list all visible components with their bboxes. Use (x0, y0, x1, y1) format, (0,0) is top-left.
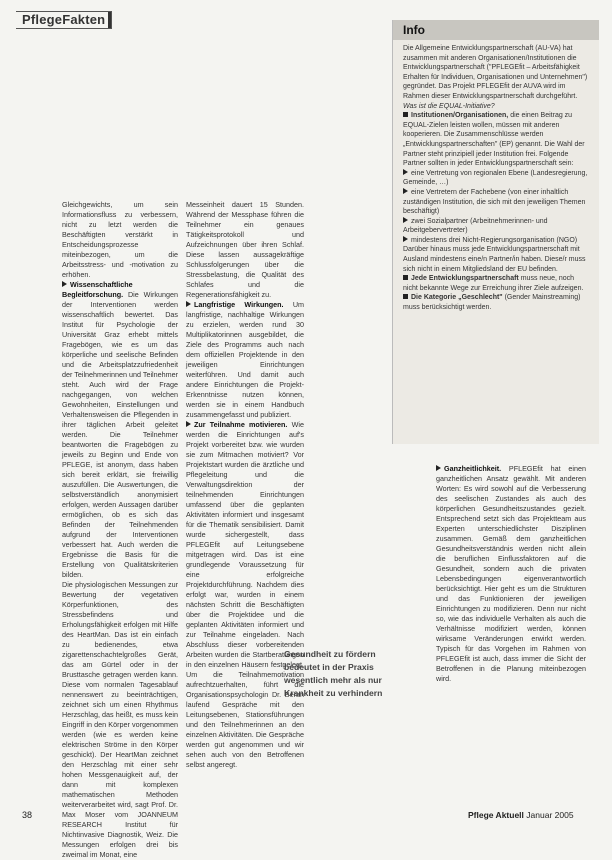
magazine-name: Pflege Aktuell (468, 810, 524, 820)
body-paragraph: Messeinheit dauert 15 Stunden. Während der Messphase führen die Teilnehmer ein genaues Tätigkeitsprotokoll und Aufzeichnungen über ihren Schlaf. Diese lassen aussagekräftige Schlussfolgerungen über die Stressbelastung, die Qualität des Schlafes und die Regenerationsfähigkeit zu. (186, 200, 304, 299)
triangle-bullet-icon (186, 301, 191, 307)
article-column-2 (186, 200, 304, 812)
body-paragraph: Zur Teilnahme motivieren. Wie werden die Einrichtungen auf's Projekt vorbereitet bzw. wie wurden sie zum Mitmachen motiviert? Vor Projektstart wurden die ärztliche und Pflegeleitung und die Verwaltungsdirektion der teilnehmenden Einrichtungen umfassend über die geplanten Aktivitäten informiert und insgesamt für die Thematik sensibilisiert. Damit wurde sichergestellt, dass PFLEGEfit auf Leitungsebene mitgetragen wird. Das ist eine grundlegende Voraussetzung für eine erfolgreiche Projektdurchführung. Nachdem dies erfolgt war, wurden in einem nächsten Schritt die Beschäftigten über die Projektidee und die geplanten Aktivitäten informiert und zur Teilnahme eingeladen. Nach Abschluss dieser vorbereitenden Arbeiten wurden die Startberatungen in den einzelnen Häusern festgelegt. Um die Teilnahmemotivation aufrechtzuerhalten, führt die Organisationspsychologin Dr. Beran laufend Gespräche mit den Leitungsebenen, Stationsführungen und den Teilnehmerinnen an den einzelnen Aktivitäten. Die Gespräche werden gut angenommen und wir sehen auch von den Betroffenen selbst angeregt. (186, 420, 305, 769)
triangle-bullet-icon (186, 421, 191, 427)
footer-publication (468, 810, 574, 820)
triangle-bullet-icon (403, 217, 408, 223)
triangle-bullet-icon (403, 236, 408, 242)
square-bullet-icon (403, 294, 408, 299)
pull-quote-line: wesentlich mehr als nur (284, 675, 382, 685)
square-bullet-icon (403, 112, 408, 117)
info-bullet: zwei Sozialpartner (Arbeitnehmerinnen- und Arbeitgebervertreter) (403, 217, 548, 235)
pull-quote (284, 648, 434, 700)
info-paragraph: Die Kategorie „Geschlecht" (Gender Mainstreaming) muss berücksichtigt werden. (403, 294, 581, 312)
info-paragraph: Darüber hinaus muss jede Entwicklungspartnerschaft mit Ausland mindestens eine/n Partner/in haben. Diese/r muss sich nicht in einem Mitgliedsland der EU befinden. (403, 246, 586, 273)
triangle-bullet-icon (62, 281, 67, 287)
body-paragraph: Ganzheitlichkeit. PFLEGEfit hat einen ganzheitlichen Ansatz gewählt. Mit anderen Worten: Es wird sowohl auf die Verbesserung des seelischen Zustandes als auch des körperlichen Gesundheitszustandes gezielt. Entsprechend setzt sich das Projektteam aus Experten unterschiedlichster Disziplinen zusammen. Gemäß dem ganzheitlichen Gesundheitsverständnis werden nicht allein die beruflichen Einflussfaktoren auf die Gesundheit, sondern auch die privaten Lebensbedingungen eigenverantwortlich berücksichtigt. Hier geht es um die Strukturen und das Funktionieren der jeweiligen Einrichtungen zu modifizieren. Denn nur nicht so, wie das individuelle Verhalten als auch die Verhältnisse modifiziert werden, können wirksame Veränderungen erwirkt werden. Typisch für das Vorgehen im Rahmen von PFLEGEfit ist auch, dass immer die Sicht der Betroffenen in die Planung miteinbezogen wird. (436, 464, 586, 683)
info-bullet: mindestens drei Nicht-Regierungsorganisation (NGO) (403, 236, 589, 246)
page-number: 38 (22, 810, 33, 820)
info-question: Was ist die EQUAL-Initiative? (403, 102, 495, 110)
triangle-bullet-icon (403, 188, 408, 194)
info-paragraph: Institutionen/Organisationen, die einen Beitrag zu EQUAL-Zielen leisten wollen, müssen mit anderen kooperieren. Die Zusammenschlüsse werden „Entwicklungspartnerschaften" (EP) genannt. Die Wahl der Partner steht prinzipiell jeder Institution frei. Folgende Partner sollten in jeder Entwicklungspartnerschaft sein: (403, 112, 585, 168)
info-bullet: eine Vertretung von regionalen Ebene (Landesregierung, Gemeinde, …) (403, 169, 588, 187)
body-paragraph: Langfristige Wirkungen. Um langfristige, nachhaltige Wirkungen zu erzielen, werden rund 30 Multiplikatorinnen ausgebildet, die Ziele des Programms auch nach dem offiziellen Projektende in den jeweiligen Einrichtungen weiterführen. Und damit auch andere Einrichtungen die Projekt-Erkenntnisse nutzen können, werden sie in einem Handbuch zusammengefasst und publiziert. (186, 300, 305, 419)
body-paragraph: Wissenschaftliche Begleitforschung. Die Wirkungen der Interventionen werden wissenschaftlich bewertet. Das Institut für Psychologie der Universität Graz erhebt mittels Fragebögen, wie es um das körperliche und seelische Befinden und die Arbeitsplatzzufriedenheit der Teilnehmerinnen und Teilnehmer steht. Auch wird der Frage nachgegangen, von welchen Gewohnheiten, Einstellungen und Verhaltensweisen die Pflegenden in ihrer täglichen Arbeit geleitet werden. Die Teilnehmer beantworten die Fragebögen zu jeweils zu Beginn und Ende von PFLEGE, ist anonym, dass haben sich bereit erklärt, sie freiwillig auszufüllen. Die Auswertungen, die selbstverständlich anonymisiert erfolgen, werden Aussagen darüber ermöglichen, ob es sich das Befinden der Teilnehmenden aufgrund der Interventionen verbessert hat. Auch werden die Ergebnisse die Basis für die Erstellung von Qualitätskriterien bilden. (62, 280, 179, 579)
info-title: Info (393, 20, 599, 40)
info-paragraph: Jede Entwicklungspartnerschaft muss neue, noch nicht bekannte Wege zur Erreichung ihrer Ziele aufzeigen. (403, 275, 584, 292)
triangle-bullet-icon (403, 169, 408, 175)
info-bullet: eine Vertretern der Fachebene (von einer inhaltlich zuständigen Institution, die sich mit den jeweiligen Themen beschäftigt) (403, 188, 586, 216)
article-column-1 (62, 200, 179, 859)
pull-quote-line: Krankheit zu verhindern (284, 688, 383, 698)
issue-date: Januar 2005 (526, 810, 574, 820)
pull-quote-line: bedeutet in der Praxis (284, 662, 374, 672)
masthead-bar (108, 12, 111, 28)
pull-quote-line: Gesundheit zu fördern (284, 649, 376, 659)
article-column-3 (436, 464, 586, 812)
square-bullet-icon (403, 275, 408, 280)
body-paragraph: Gleichgewichts, um sein Informationsfluss zu verbessern, nicht zu letzt werden die Beschäftigten verstärkt in Entscheidungsprozesse miteinbezogen, um die Arbeitsstress- und -motivation zu erhöhen. (62, 200, 178, 279)
info-box (392, 20, 599, 444)
masthead: PflegeFakten (16, 11, 112, 29)
triangle-bullet-icon (436, 465, 441, 471)
body-paragraph: Die physiologischen Messungen zur Bewertung der vegetativen Körperfunktionen, des Stressbefindens und Erholungsfähigkeit erfolgen mit Hilfe des HeartMan. Das ist ein einfach zu bedienendes, etwa zigarettenschachtelgroßes Gerät, das am Gürtel oder in der Brusttasche getragen werden kann. Diese vom normalen Tagesablauf nennenswert zu beeinträchtigen, zeichnet sich um einen Rhythmus Herzschlag, das heißt, es muss kein Eingriff in den Körper vorgenommen werden (wie es werden keine elektrischen Ströme in den Körper geschickt). Der HeartMan zeichnet den Herzschlag mit einer sehr hohen Messgenauigkeit auf, der dann mit komplexen mathematischen Methoden weiterverarbeitet wird, sagt Prof. Dr. Max Moser vom JOANNEUM RESEARCH Institut für Nichtinvasive Diagnostik, Weiz. Die Messungen erfolgen drei bis zweimal im Monat, eine (62, 580, 178, 859)
info-body (403, 44, 589, 444)
info-paragraph: Die Allgemeine Entwicklungspartnerschaft (AU-VA) hat zusammen mit anderen Organisationen/Institutionen die Entwicklungspartnerschaft ("PFLEGEfit – Arbeitsfähigkeit Erhalten für Individuen, Organisationen und Unternehmen") gegründet. Das Projekt PFLEGEfit der AUVA wird im Rahmen dieser Entwicklungspartnerschaft durchgeführt. (403, 45, 588, 100)
